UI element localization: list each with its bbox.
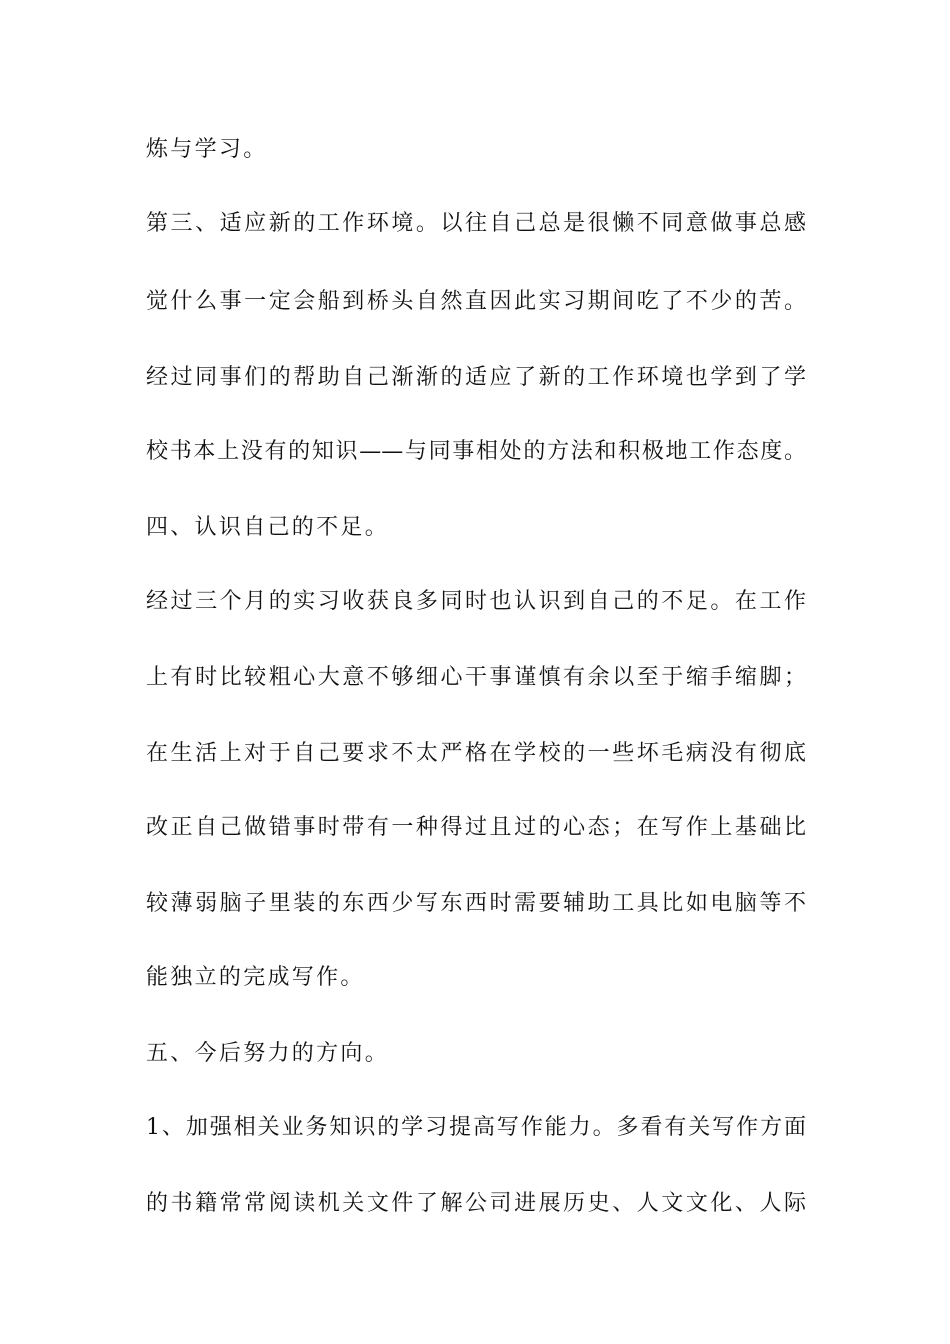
text-line: 经过同事们的帮助自己渐渐的适应了新的工作环境也学到了学 [146, 365, 806, 390]
text-line: 炼与学习。 [146, 137, 268, 162]
text-line: 上有时比较粗心大意不够细心干事谨慎有余以至于缩手缩脚； [146, 665, 806, 690]
text-line: 1、加强相关业务知识的学习提高写作能力。多看有关写作方面 [146, 1115, 806, 1140]
text-line: 经过三个月的实习收获良多同时也认识到自己的不足。在工作 [146, 589, 806, 614]
text-line: 在生活上对于自己要求不太严格在学校的一些坏毛病没有彻底 [146, 741, 806, 766]
text-line: 觉什么事一定会船到桥头自然直因此实习期间吃了不少的苦。 [146, 289, 806, 314]
text-line: 较薄弱脑子里装的东西少写东西时需要辅助工具比如电脑等不 [146, 891, 806, 916]
text-line: 能独立的完成写作。 [146, 965, 365, 990]
text-line: 四、认识自己的不足。 [146, 515, 390, 540]
text-line: 校书本上没有的知识——与同事相处的方法和积极地工作态度。 [146, 439, 806, 464]
text-line: 五、今后努力的方向。 [146, 1041, 390, 1066]
text-line: 的书籍常常阅读机关文件了解公司进展历史、人文文化、人际 [146, 1191, 806, 1216]
text-line: 第三、适应新的工作环境。以往自己总是很懒不同意做事总感 [146, 211, 806, 236]
text-line: 改正自己做错事时带有一种得过且过的心态；在写作上基础比 [146, 815, 806, 840]
